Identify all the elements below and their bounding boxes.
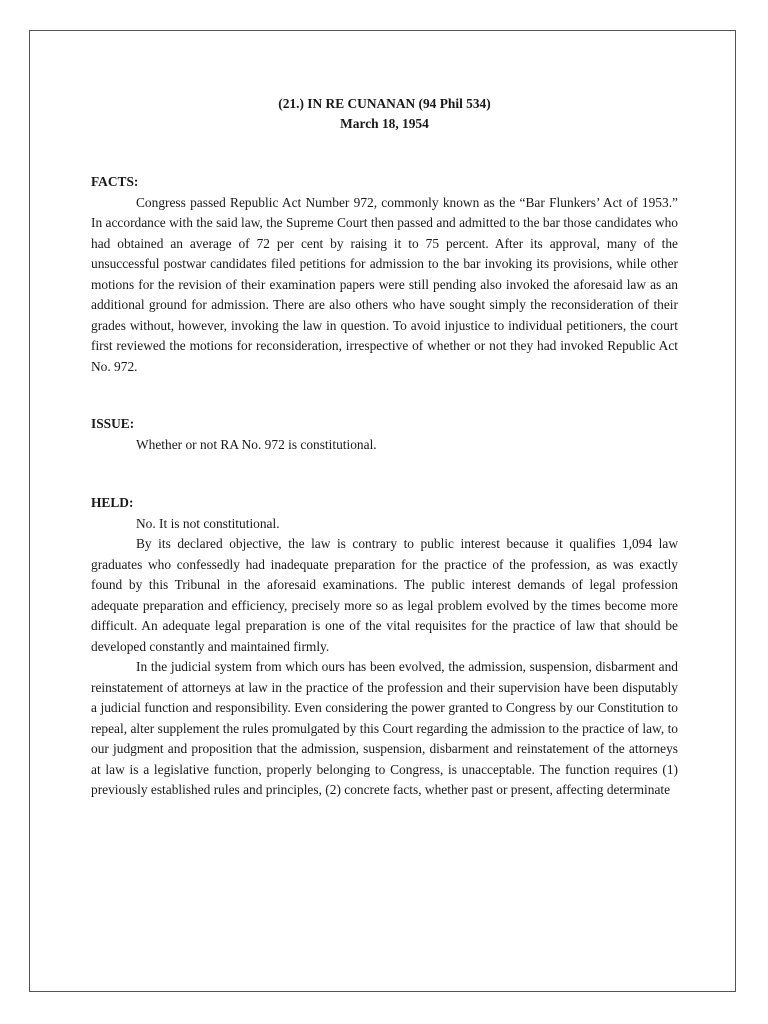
issue-heading: ISSUE: (91, 416, 135, 431)
case-date: March 18, 1954 (340, 116, 429, 131)
issue-paragraph: Whether or not RA No. 972 is constitutional. (136, 436, 377, 452)
document-body (91, 94, 678, 801)
case-title: (21.) IN RE CUNANAN (94 Phil 534) (278, 96, 491, 111)
held-heading: HELD: (91, 495, 134, 510)
held-paragraph-2: By its declared objective, the law is contrary to public interest because it qualifies 1,094 law graduates who confessedly had inadequate preparation for the practice of the profession, as was exactly found by this Tribunal in the aforesaid examinations. The public interest demands of legal profession adequate preparation and efficiency, precisely more so as legal problem evolved by the times become more difficult. An adequate legal preparation is one of the vital requisites for the practice of law that should be developed constantly and maintained firmly. (91, 536, 678, 654)
held-paragraph-3: In the judicial system from which ours has been evolved, the admission, suspension, disbarment and reinstatement of attorneys at law in the practice of the profession and their supervision have been disputably a judicial function and responsibility. Even considering the power granted to Congress by our Constitution to repeal, alter supplement the rules promulgated by this Court regarding the admission to the practice of law, to our judgment and proposition that the admission, suspension, disbarment and reinstatement of the attorneys at law is a legislative function, properly belonging to Congress, is unacceptable. The function requires (1) previously established rules and principles, (2) concrete facts, whether past or present, affecting determinate (91, 659, 678, 797)
held-paragraph-1: No. It is not constitutional. (136, 515, 280, 531)
facts-paragraph: Congress passed Republic Act Number 972, commonly known as the “Bar Flunkers’ Act of 1953.” In accordance with the said law, the Supreme Court then passed and admitted to the bar those candidates who had obtained an average of 72 per cent by raising it to 75 percent. After its approval, many of the unsuccessful postwar candidates filed petitions for admission to the bar invoking its provisions, while other motions for the revision of their examination papers were still pending also invoked the aforesaid law as an additional ground for admission. There are also others who have sought simply the reconsideration of their grades without, however, invoking the law in question. To avoid injustice to individual petitioners, the court first reviewed the motions for reconsideration, irrespective of whether or not they had invoked Republic Act No. 972. (91, 194, 678, 374)
facts-heading: FACTS: (91, 174, 139, 189)
